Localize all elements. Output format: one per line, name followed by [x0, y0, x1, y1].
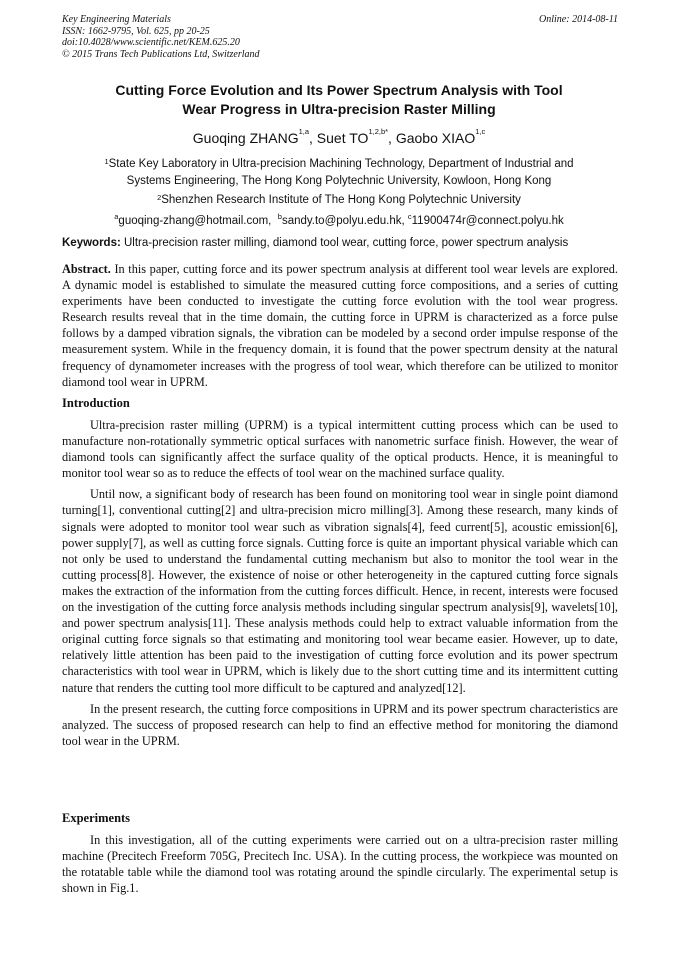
issn-line: ISSN: 1662-9795, Vol. 625, pp 20-25	[62, 25, 210, 37]
email-c-marker: c	[407, 212, 412, 221]
author-list	[60, 127, 618, 146]
online-date: Online: 2014-08-11	[539, 14, 618, 25]
intro-paragraph-2: Until now, a significant body of research has been found on monitoring tool wear in single point diamond turning[1], conventional cutting[2] and ultra-precision micro milling[3]. Among these research, many kinds of signals were adopted to monitor tool wear such as vibration signals[4], feed current[5], acoustic emission[6], power supply[7], as well as cutting force signals. Cutting force is quite an important physical variable which can not only be used to understand the fundamental cutting mechanism but also to monitor the tool wear in the cutting process[8]. However, the existence of noise or other heterogeneity in the captured cutting force signals makes the extraction of the information from the cutting forces difficult. Hence, in recent, interests were focused on the investigation of the cutting force analysis methods including singular spectrum analysis[9], wavelets[10], and power spectrum analysis[11]. These analysis methods could help to extract valuable information from the original cutting force signals so that estimating and monitoring tool wear became easier. However, up to date, relatively little attention has been paid to the investigation of cutting force evolution and its power spectrum characteristics with tool wear in UPRM, which is likely due to the short cutting time and its intermittent cutting nature that renders the cutting tool more difficult to be captured and analyzed[12].	[62, 487, 618, 695]
title-line-2: Wear Progress in Ultra-precision Raster Milling	[182, 101, 496, 117]
paper-title	[60, 81, 618, 119]
title-line-1: Cutting Force Evolution and Its Power Spectrum Analysis with Tool	[115, 82, 563, 98]
affiliation-2	[60, 192, 618, 209]
keywords-text: Ultra-precision raster milling, diamond tool wear, cutting force, power spectrum analysis	[124, 237, 569, 249]
journal-name: Key Engineering Materials	[62, 14, 171, 25]
experiments-paragraph-1: In this investigation, all of the cutting experiments were carried out on a ultra-precision raster milling machine (Precitech Freeform 705G, Precitech Inc. USA). In the cutting process, the workpiece was mounted on the rotatable table while the diamond tool was rotating around the spindle circularly. The experimental setup is shown in Fig.1.	[62, 833, 618, 896]
author-1-affil: 1,a	[298, 127, 310, 136]
copyright-line: © 2015 Trans Tech Publications Ltd, Switzerland	[62, 48, 260, 60]
author-2-affil: 1,2,b*	[368, 127, 389, 136]
experiments-body	[62, 832, 618, 896]
affiliation-1	[60, 156, 618, 190]
intro-paragraph-3: In the present research, the cutting force compositions in UPRM and its power spectrum characteristics are analyzed. The success of proposed research can help to find an effective method for monitoring the diamond tool wear in the UPRM.	[62, 701, 618, 748]
email-b: sandy.to@polyu.edu.hk,	[281, 215, 405, 227]
introduction-heading: Introduction	[62, 396, 130, 410]
journal-header	[62, 14, 618, 60]
email-a: guoqing-zhang@hotmail.com,	[118, 215, 272, 227]
email-c: 11900474r@connect.polyu.hk	[411, 215, 564, 227]
author-3: , Gaobo XIAO	[388, 130, 476, 146]
keywords-line	[62, 237, 618, 249]
author-3-affil: 1,c	[475, 127, 486, 136]
introduction-body	[62, 417, 618, 749]
intro-paragraph-1: Ultra-precision raster milling (UPRM) is a typical intermittent cutting process which can be used to manufacture non-rotationally symmetric optical surfaces with nanometric surface finish. However, the wear of diamond tools can significantly affect the surface quality of the optical products. Hence, it is meaningful to monitor tool wear so as to reduce the effects of tool wear on the machined surface quality.	[62, 418, 618, 481]
email-b-marker: b	[277, 212, 282, 221]
abstract	[62, 261, 618, 390]
email-list	[60, 212, 618, 227]
author-1: Guoqing ZHANG	[192, 130, 299, 146]
author-2: , Suet TO	[309, 130, 369, 146]
experiments-heading: Experiments	[62, 811, 131, 825]
affiliation-2-marker: 2	[157, 193, 162, 202]
affiliation-2-text: Shenzhen Research Institute of The Hong Kong Polytechnic University	[161, 194, 521, 206]
abstract-paragraph	[62, 261, 618, 390]
affiliation-1-marker: 1	[104, 157, 109, 166]
abstract-label: Abstract.	[62, 262, 111, 276]
keywords-label: Keywords:	[62, 237, 121, 249]
abstract-text: In this paper, cutting force and its power spectrum analysis at different tool wear levels are explored. A dynamic model is established to simulate the measured cutting force compositions, and a series of cutting experiments have been conducted to investigate the cutting force evolution with the tool wear progress. Research results reveal that in the time domain, the cutting force in UPRM is characterized as a force pulse follows by a damped vibration signals, the vibration can be modeled by a second order impulse response of the measurement system. While in the frequency domain, it is found that the power spectrum density at the natural frequency of dynamometer increases with the progress of tool wear, which therefore can be utilized to monitor diamond tool wear in UPRM.	[62, 262, 618, 389]
email-a-marker: a	[114, 212, 119, 221]
doi-line: doi:10.4028/www.scientific.net/KEM.625.20	[62, 37, 240, 48]
affiliation-1-line-2: Systems Engineering, The Hong Kong Polytechnic University, Kowloon, Hong Kong	[126, 175, 552, 187]
affiliation-1-line-1: State Key Laboratory in Ultra-precision Machining Technology, Department of Industrial and	[108, 158, 574, 170]
